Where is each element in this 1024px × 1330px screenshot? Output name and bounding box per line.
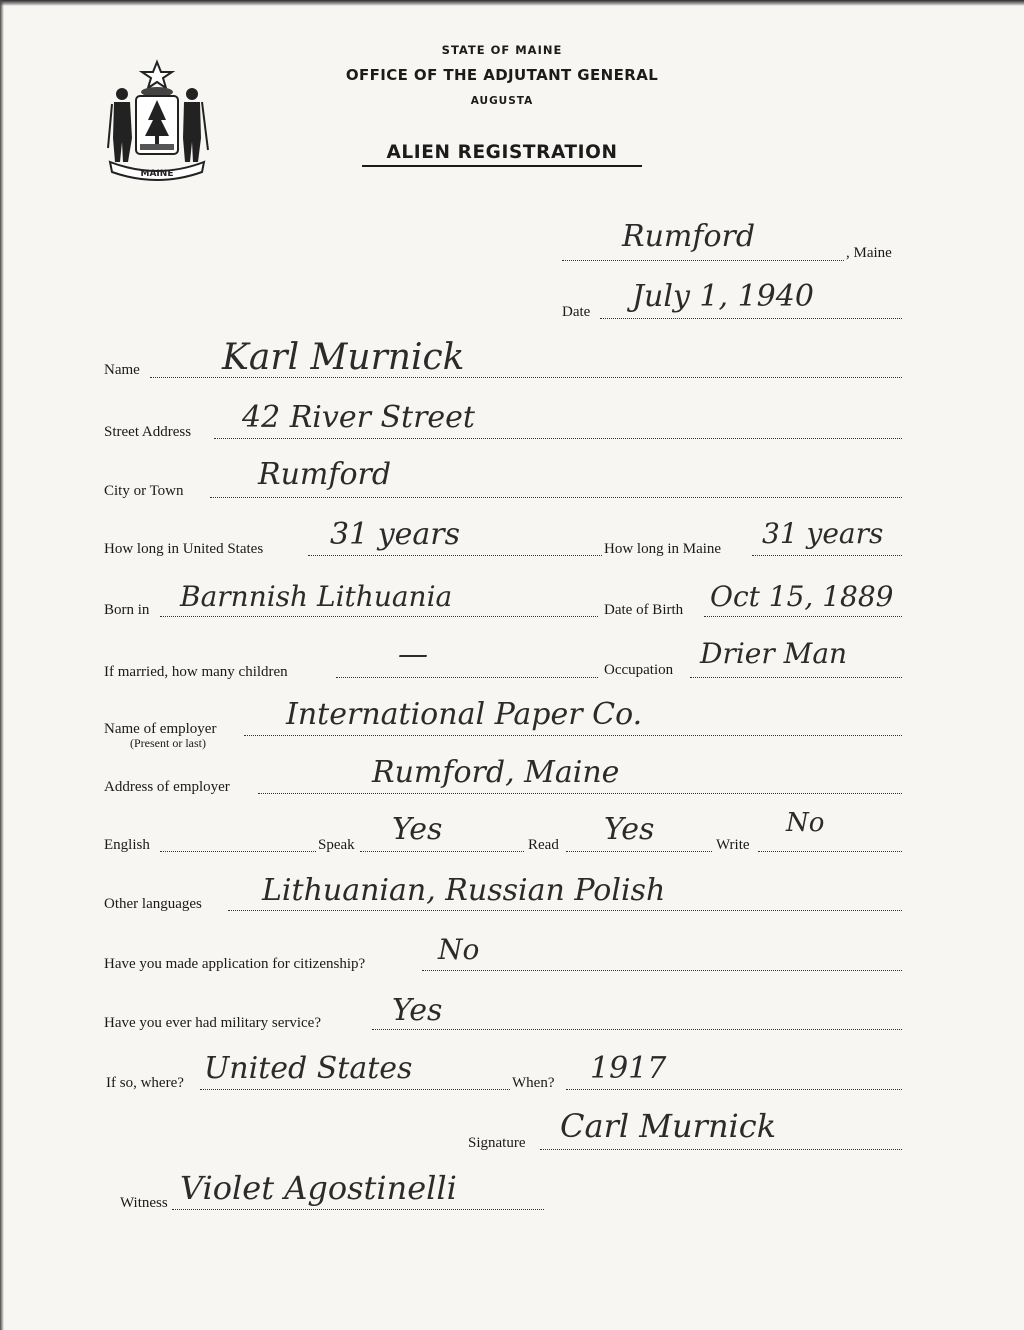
employer-sublabel: (Present or last)	[130, 736, 206, 750]
city-entry: Rumford	[258, 457, 392, 492]
occupation-entry: Drier Man	[700, 637, 848, 670]
how-long-maine-entry: 31 years	[762, 517, 884, 550]
read-line	[566, 851, 712, 852]
street-label: Street Address	[104, 424, 192, 440]
signature-entry: Carl Murnick	[560, 1107, 777, 1145]
married-line	[336, 677, 598, 678]
where-label: If so, where?	[106, 1075, 184, 1091]
where-entry: United States	[204, 1051, 413, 1086]
signature-label: Signature	[468, 1135, 526, 1151]
date-entry: July 1, 1940	[632, 279, 814, 314]
other-languages-line	[228, 910, 902, 911]
employer-address-line	[258, 793, 902, 794]
how-long-us-entry: 31 years	[330, 517, 461, 552]
scan-border-top	[0, 0, 1024, 6]
witness-label: Witness	[120, 1195, 168, 1211]
place-suffix: , Maine	[846, 245, 892, 261]
place-line	[562, 260, 844, 261]
when-entry: 1917	[590, 1051, 667, 1086]
seal-motto: MAINE	[140, 169, 174, 179]
header-state: STATE OF MAINE	[441, 43, 563, 57]
employer-line	[244, 735, 902, 736]
speak-line	[360, 851, 524, 852]
employer-address-label: Address of employer	[104, 779, 230, 795]
citizenship-label: Have you made application for citizenship?	[104, 956, 366, 972]
date-label: Date	[562, 304, 591, 320]
born-entry: Barnnish Lithuania	[180, 580, 453, 613]
header-office: OFFICE OF THE ADJUTANT GENERAL	[345, 66, 659, 84]
dob-line	[704, 616, 902, 617]
form-title: ALIEN REGISTRATION	[362, 142, 642, 167]
signature-line	[540, 1149, 902, 1150]
employer-label: Name of employer	[104, 721, 217, 737]
speak-label: Speak	[318, 837, 355, 853]
witness-entry: Violet Agostinelli	[180, 1169, 457, 1207]
name-label: Name	[104, 362, 140, 378]
when-line	[566, 1089, 902, 1090]
occupation-label: Occupation	[604, 662, 674, 678]
how-long-maine-line	[752, 555, 902, 556]
witness-line	[172, 1209, 544, 1210]
how-long-us-line	[308, 555, 602, 556]
employer-address-entry: Rumford, Maine	[372, 755, 620, 790]
write-label: Write	[716, 837, 750, 853]
speak-entry: Yes	[392, 812, 443, 847]
city-label: City or Town	[104, 483, 184, 499]
citizenship-line	[422, 970, 902, 971]
how-long-maine-label: How long in Maine	[604, 541, 722, 557]
street-line	[214, 438, 902, 439]
where-line	[200, 1089, 510, 1090]
header-city: AUGUSTA	[470, 95, 534, 107]
maine-state-seal	[102, 58, 212, 184]
city-line	[210, 497, 902, 498]
date-line	[600, 318, 902, 319]
english-label: English	[104, 837, 150, 853]
born-line	[160, 616, 598, 617]
employer-entry: International Paper Co.	[286, 697, 643, 732]
other-languages-entry: Lithuanian, Russian Polish	[262, 873, 666, 908]
military-label: Have you ever had military service?	[104, 1015, 321, 1031]
english-line	[160, 851, 316, 852]
how-long-us-label: How long in United States	[104, 541, 264, 557]
dob-entry: Oct 15, 1889	[710, 580, 894, 613]
citizenship-entry: No	[438, 933, 480, 966]
military-entry: Yes	[392, 993, 443, 1028]
place-entry: Rumford	[622, 219, 756, 254]
married-label: If married, how many children	[104, 664, 288, 680]
when-label: When?	[512, 1075, 555, 1091]
born-label: Born in	[104, 602, 150, 618]
write-line	[758, 851, 902, 852]
name-entry: Karl Murnick	[222, 337, 465, 378]
write-entry: No	[786, 808, 825, 838]
street-entry: 42 River Street	[242, 400, 475, 435]
read-label: Read	[528, 837, 559, 853]
other-languages-label: Other languages	[104, 896, 202, 912]
read-entry: Yes	[604, 812, 655, 847]
children-entry: —	[398, 637, 428, 672]
scan-border-left	[0, 0, 4, 1330]
dob-label: Date of Birth	[604, 602, 684, 618]
occupation-line	[690, 677, 902, 678]
military-line	[372, 1029, 902, 1030]
